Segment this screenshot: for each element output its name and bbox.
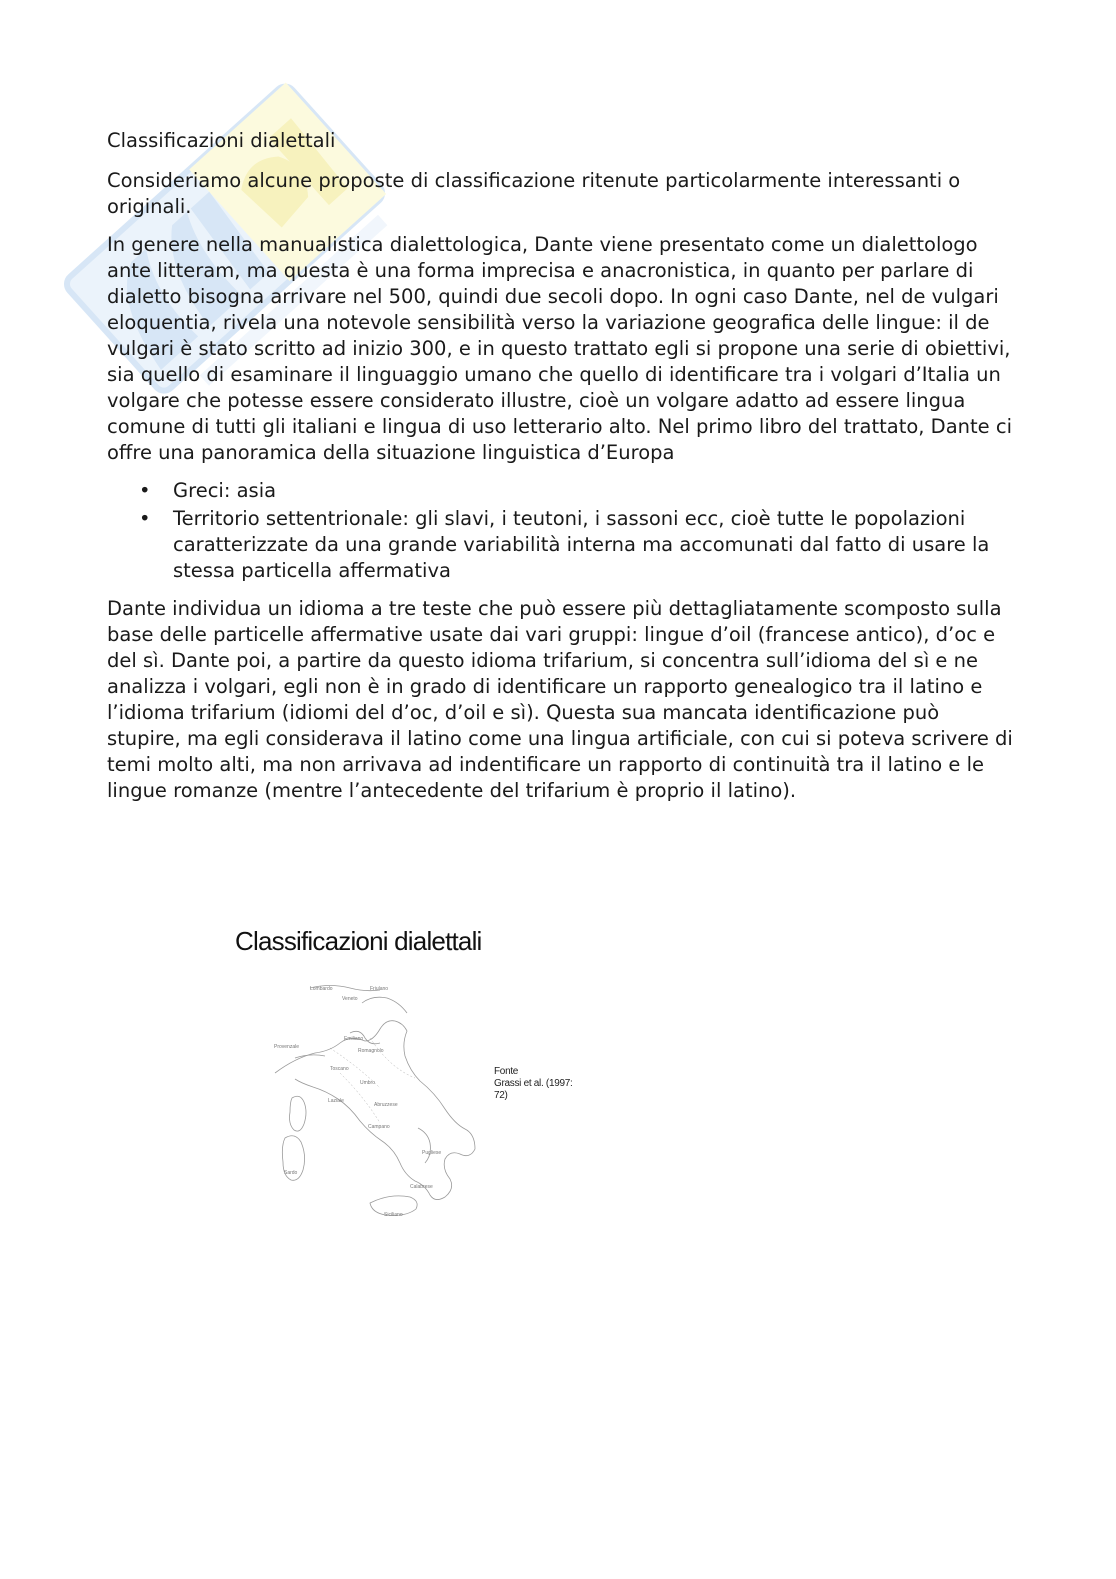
paragraph-trifarium: Dante individua un idioma a tre teste che può essere più dettagliatamente scomposto sulla base delle particelle affermative usate dai vari gruppi: lingue d’oil (francese antico), d’oc e del sì. Dante poi, a partire da questo idioma trifarium, si concentra sull’idioma del sì e ne analizza i volgari, egli non è in grado di identificare un rapporto genealogico tra il latino e l’idioma trifarium (idiomi del d’oc, d’oil e sì). Questa sua mancata identificazione può stupire, ma egli considerava il latino come una lingua artificiale, con cui si poteva scrivere di temi molto alti, ma non arrivava ad indentificare un rapporto di continuità tra il latino e le lingue romanze (mentre l’antecedente del trifarium è proprio il latino). xyxy=(107,597,1013,802)
svg-text:Provenzale: Provenzale xyxy=(274,1044,300,1050)
document-title: Classificazioni dialettali xyxy=(107,129,336,152)
svg-text:Siciliano: Siciliano xyxy=(384,1212,403,1218)
svg-text:Veneto: Veneto xyxy=(342,996,358,1002)
svg-text:Sardo: Sardo xyxy=(284,1170,298,1176)
svg-text:Pugliese: Pugliese xyxy=(422,1150,442,1156)
list-item: • Greci: asia xyxy=(173,478,1017,504)
document-body xyxy=(107,128,1017,816)
svg-text:Lombardo: Lombardo xyxy=(310,986,333,992)
figure-caption xyxy=(494,1066,572,1102)
svg-text:Laziale: Laziale xyxy=(328,1098,344,1104)
italy-dialect-map xyxy=(270,978,490,1228)
paragraph-intro: Consideriamo alcune proposte di classificazione ritenute particolarmente interessanti o originali. xyxy=(107,169,961,218)
list-item: • Territorio settentrionale: gli slavi, i teutoni, i sassoni ecc, cioè tutte le popolazioni caratterizzate da una grande variabilità interna ma accomunati dal fatto di usare la stessa particella affermativa xyxy=(173,506,1017,584)
paragraph-dante: In genere nella manualistica dialettologica, Dante viene presentato come un dialettologo ante litteram, ma questa è una forma imprecisa e anacronistica, in quanto per parlare di dialetto bisogna arrivare nel 500, quindi due secoli dopo. In ogni caso Dante, nel de vulgari eloquentia, rivela una notevole sensibilità verso la variazione geografica delle lingue: il de vulgari è stato scritto ad inizio 300, e in questo trattato egli si propone una serie di obiettivi, sia quello di esaminare il linguaggio umano che quello di identificare tra i volgari d’Italia un volgare che potesse essere considerato illustre, cioè un volgare adatto ad essere lingua comune di tutti gli italiani e lingua di uso letterario alto. Nel primo libro del trattato, Dante ci offre una panoramica della situazione linguistica d’Europa xyxy=(107,233,1012,464)
svg-text:Abruzzese: Abruzzese xyxy=(374,1102,398,1108)
svg-text:Umbro: Umbro xyxy=(360,1080,376,1086)
caption-line: Grassi et al. (1997: xyxy=(494,1078,573,1089)
figure-title: Classificazioni dialettali xyxy=(235,926,482,956)
svg-text:Calabrese: Calabrese xyxy=(410,1184,433,1190)
svg-text:Friulano: Friulano xyxy=(370,986,389,992)
caption-line: 72) xyxy=(494,1090,508,1101)
caption-line: Fonte xyxy=(494,1066,519,1077)
figure-slide xyxy=(235,920,655,1240)
svg-text:Campano: Campano xyxy=(368,1124,390,1130)
svg-text:Toscano: Toscano xyxy=(330,1066,349,1072)
svg-text:Emiliano: Emiliano xyxy=(344,1036,364,1042)
bullet-list xyxy=(107,478,1017,584)
svg-text:Romagnolo: Romagnolo xyxy=(358,1048,384,1054)
